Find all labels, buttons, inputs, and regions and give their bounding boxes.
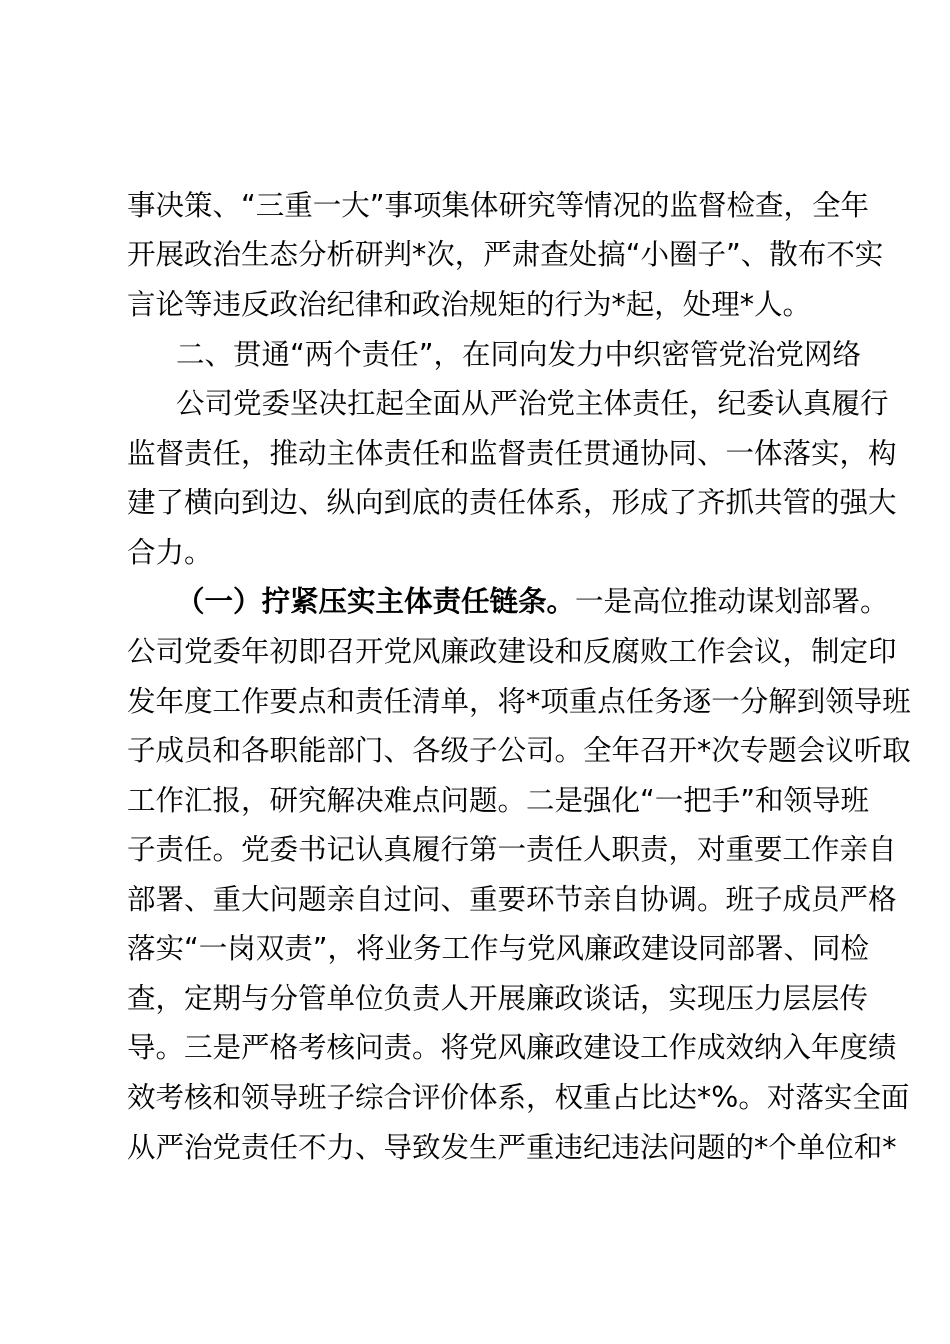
paragraph-line: 言论等违反政治纪律和政治规矩的行为*起，处理*人。 [127,288,812,321]
paragraph-line: 部署、重大问题亲自过问、重要环节亲自协调。班子成员严格 [127,883,897,916]
paragraph-line: 发年度工作要点和责任清单，将*项重点任务逐一分解到领导班 [127,685,911,718]
paragraph-line: 查，定期与分管单位负责人开展廉政谈话，实现压力层层传 [127,982,869,1015]
paragraph-line: 合力。 [127,536,213,569]
paragraph-line: 工作汇报，研究解决难点问题。二是强化“一把手”和领导班 [127,784,870,817]
paragraph-line: 开展政治生态分析研判*次，严肃查处搞“小圈子”、散布不实 [127,238,884,271]
paragraph-line: 建了横向到边、纵向到底的责任体系，形成了齐抓共管的强大 [127,486,897,519]
paragraph-line: 子责任。党委书记认真履行第一责任人职责，对重要工作亲自 [127,833,897,866]
subsection-heading: （一）拧紧压实主体责任链条。 [176,585,576,618]
section-heading: 二、贯通“两个责任”，在同向发力中织密管党治党网络 [176,338,862,371]
paragraph-line: 从严治党责任不力、导致发生严重违纪违法问题的*个单位和* [127,1131,897,1164]
paragraph-line: 子成员和各职能部门、各级子公司。全年召开*次专题会议听取 [127,734,911,767]
subsection-text: 一是高位推动谋划部署。 [575,585,889,618]
paragraph-line: 落实“一岗双责”，将业务工作与党风廉政建设同部署、同检 [127,932,870,965]
paragraph-line: 公司党委年初即召开党风廉政建设和反腐败工作会议，制定印 [127,635,897,668]
paragraph-line: 事决策、“三重一大”事项集体研究等情况的监督检查，全年 [127,189,870,222]
paragraph-line: 效考核和领导班子综合评价体系，权重占比达*%。对落实全面 [127,1081,910,1114]
subsection-line [176,582,889,622]
paragraph-line: 导。三是严格考核问责。将党风廉政建设工作成效纳入年度绩 [127,1031,897,1064]
paragraph-line: 监督责任，推动主体责任和监督责任贯通协同、一体落实，构 [127,437,897,470]
paragraph-line: 公司党委坚决扛起全面从严治党主体责任，纪委认真履行 [176,387,889,420]
